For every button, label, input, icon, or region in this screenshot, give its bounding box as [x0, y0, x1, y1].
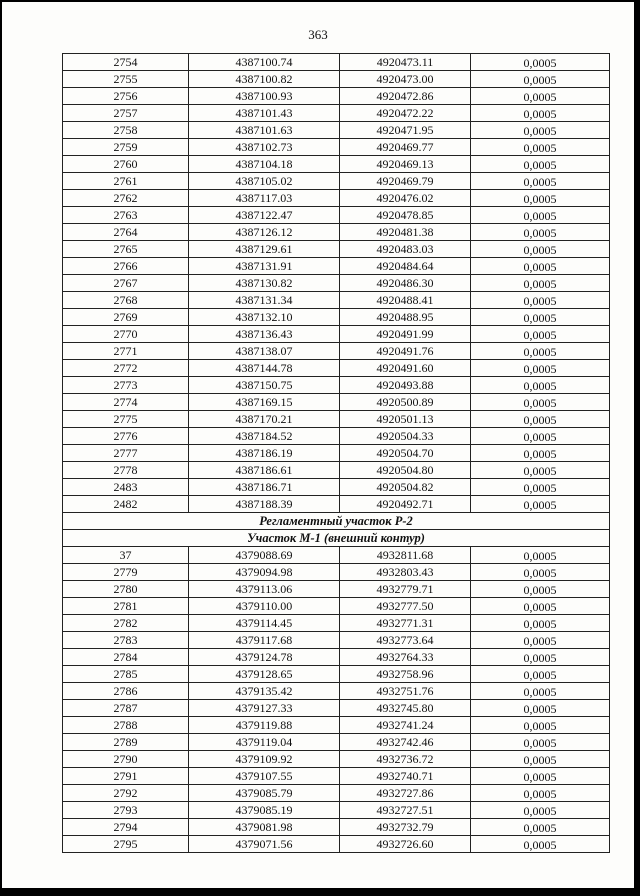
- table-row: [63, 394, 610, 411]
- x-coordinate-cell: 4379109.92: [189, 751, 340, 768]
- table-row: [63, 275, 610, 292]
- table-row: [63, 496, 610, 513]
- table-row: [63, 71, 610, 88]
- x-coordinate-cell: 4379114.45: [189, 615, 340, 632]
- x-coordinate-cell: 4387129.61: [189, 241, 340, 258]
- accuracy-cell: 0,0005: [471, 292, 610, 309]
- table-row: [63, 258, 610, 275]
- x-coordinate-cell: 4379088.69: [189, 547, 340, 564]
- table-row: [63, 326, 610, 343]
- accuracy-cell: 0,0005: [471, 360, 610, 377]
- y-coordinate-cell: 4932740.71: [340, 768, 471, 785]
- point-number-cell: 2786: [63, 683, 189, 700]
- point-number-cell: 2794: [63, 819, 189, 836]
- x-coordinate-cell: 4387122.47: [189, 207, 340, 224]
- table-row: [63, 241, 610, 258]
- x-coordinate-cell: 4387117.03: [189, 190, 340, 207]
- accuracy-cell: 0,0005: [471, 802, 610, 819]
- table-row: [63, 343, 610, 360]
- point-number-cell: 2772: [63, 360, 189, 377]
- x-coordinate-cell: 4379085.79: [189, 785, 340, 802]
- point-number-cell: 2759: [63, 139, 189, 156]
- accuracy-cell: 0,0005: [471, 105, 610, 122]
- accuracy-cell: 0,0005: [471, 547, 610, 564]
- table-row: [63, 360, 610, 377]
- point-number-cell: 2766: [63, 258, 189, 275]
- table-row: [63, 700, 610, 717]
- point-number-cell: 2783: [63, 632, 189, 649]
- x-coordinate-cell: 4387144.78: [189, 360, 340, 377]
- accuracy-cell: 0,0005: [471, 462, 610, 479]
- accuracy-cell: 0,0005: [471, 343, 610, 360]
- table-row: [63, 547, 610, 564]
- x-coordinate-cell: 4387186.71: [189, 479, 340, 496]
- accuracy-cell: 0,0005: [471, 717, 610, 734]
- point-number-cell: 2791: [63, 768, 189, 785]
- x-coordinate-cell: 4379124.78: [189, 649, 340, 666]
- x-coordinate-cell: 4387132.10: [189, 309, 340, 326]
- x-coordinate-cell: 4387188.39: [189, 496, 340, 513]
- table-row: [63, 411, 610, 428]
- y-coordinate-cell: 4932751.76: [340, 683, 471, 700]
- accuracy-cell: 0,0005: [471, 411, 610, 428]
- y-coordinate-cell: 4920492.71: [340, 496, 471, 513]
- y-coordinate-cell: 4920486.30: [340, 275, 471, 292]
- table-row: [63, 54, 610, 71]
- x-coordinate-cell: 4387130.82: [189, 275, 340, 292]
- accuracy-cell: 0,0005: [471, 275, 610, 292]
- table-row: [63, 802, 610, 819]
- table-row: [63, 377, 610, 394]
- y-coordinate-cell: 4920476.02: [340, 190, 471, 207]
- accuracy-cell: 0,0005: [471, 649, 610, 666]
- y-coordinate-cell: 4920491.76: [340, 343, 471, 360]
- point-number-cell: 2782: [63, 615, 189, 632]
- point-number-cell: 2762: [63, 190, 189, 207]
- coordinates-table: [62, 53, 610, 853]
- x-coordinate-cell: 4387131.91: [189, 258, 340, 275]
- point-number-cell: 2790: [63, 751, 189, 768]
- x-coordinate-cell: 4379071.56: [189, 836, 340, 853]
- y-coordinate-cell: 4920469.77: [340, 139, 471, 156]
- accuracy-cell: 0,0005: [471, 615, 610, 632]
- accuracy-cell: 0,0005: [471, 428, 610, 445]
- accuracy-cell: 0,0005: [471, 156, 610, 173]
- accuracy-cell: 0,0005: [471, 326, 610, 343]
- y-coordinate-cell: 4932736.72: [340, 751, 471, 768]
- table-row: [63, 819, 610, 836]
- point-number-cell: 2761: [63, 173, 189, 190]
- y-coordinate-cell: 4932758.96: [340, 666, 471, 683]
- point-number-cell: 2763: [63, 207, 189, 224]
- y-coordinate-cell: 4920483.03: [340, 241, 471, 258]
- accuracy-cell: 0,0005: [471, 445, 610, 462]
- point-number-cell: 2769: [63, 309, 189, 326]
- point-number-cell: 2777: [63, 445, 189, 462]
- table-row: [63, 683, 610, 700]
- x-coordinate-cell: 4379135.42: [189, 683, 340, 700]
- point-number-cell: 2771: [63, 343, 189, 360]
- table-row: [63, 734, 610, 751]
- x-coordinate-cell: 4379117.68: [189, 632, 340, 649]
- table-row: [63, 122, 610, 139]
- table-row: [63, 105, 610, 122]
- table-row: [63, 207, 610, 224]
- point-number-cell: 2780: [63, 581, 189, 598]
- table-row: [63, 428, 610, 445]
- accuracy-cell: 0,0005: [471, 836, 610, 853]
- accuracy-cell: 0,0005: [471, 785, 610, 802]
- y-coordinate-cell: 4920500.89: [340, 394, 471, 411]
- x-coordinate-cell: 4379094.98: [189, 564, 340, 581]
- accuracy-cell: 0,0005: [471, 54, 610, 71]
- point-number-cell: 2755: [63, 71, 189, 88]
- x-coordinate-cell: 4379128.65: [189, 666, 340, 683]
- table-row: [63, 479, 610, 496]
- section-heading-row: [63, 513, 610, 530]
- y-coordinate-cell: 4932771.31: [340, 615, 471, 632]
- table-row: [63, 785, 610, 802]
- table-section-headings: [63, 513, 610, 547]
- y-coordinate-cell: 4920501.13: [340, 411, 471, 428]
- y-coordinate-cell: 4932726.60: [340, 836, 471, 853]
- table-row: [63, 615, 610, 632]
- point-number-cell: 2778: [63, 462, 189, 479]
- accuracy-cell: 0,0005: [471, 768, 610, 785]
- point-number-cell: 2784: [63, 649, 189, 666]
- y-coordinate-cell: 4932727.51: [340, 802, 471, 819]
- table-row: [63, 768, 610, 785]
- y-coordinate-cell: 4932777.50: [340, 598, 471, 615]
- point-number-cell: 2764: [63, 224, 189, 241]
- table-row: [63, 88, 610, 105]
- y-coordinate-cell: 4920491.99: [340, 326, 471, 343]
- x-coordinate-cell: 4379085.19: [189, 802, 340, 819]
- point-number-cell: 2754: [63, 54, 189, 71]
- x-coordinate-cell: 4387170.21: [189, 411, 340, 428]
- x-coordinate-cell: 4387102.73: [189, 139, 340, 156]
- accuracy-cell: 0,0005: [471, 564, 610, 581]
- x-coordinate-cell: 4387184.52: [189, 428, 340, 445]
- table-row: [63, 190, 610, 207]
- y-coordinate-cell: 4920493.88: [340, 377, 471, 394]
- x-coordinate-cell: 4387186.19: [189, 445, 340, 462]
- point-number-cell: 2770: [63, 326, 189, 343]
- y-coordinate-cell: 4920481.38: [340, 224, 471, 241]
- y-coordinate-cell: 4920488.41: [340, 292, 471, 309]
- y-coordinate-cell: 4932741.24: [340, 717, 471, 734]
- accuracy-cell: 0,0005: [471, 377, 610, 394]
- accuracy-cell: 0,0005: [471, 598, 610, 615]
- accuracy-cell: 0,0005: [471, 309, 610, 326]
- point-number-cell: 2756: [63, 88, 189, 105]
- table-row: [63, 751, 610, 768]
- point-number-cell: 2765: [63, 241, 189, 258]
- y-coordinate-cell: 4932811.68: [340, 547, 471, 564]
- accuracy-cell: 0,0005: [471, 258, 610, 275]
- x-coordinate-cell: 4387100.74: [189, 54, 340, 71]
- accuracy-cell: 0,0005: [471, 224, 610, 241]
- y-coordinate-cell: 4932742.46: [340, 734, 471, 751]
- accuracy-cell: 0,0005: [471, 632, 610, 649]
- y-coordinate-cell: 4920488.95: [340, 309, 471, 326]
- accuracy-cell: 0,0005: [471, 819, 610, 836]
- table-row: [63, 445, 610, 462]
- x-coordinate-cell: 4379107.55: [189, 768, 340, 785]
- point-number-cell: 2785: [63, 666, 189, 683]
- x-coordinate-cell: 4387101.63: [189, 122, 340, 139]
- y-coordinate-cell: 4920478.85: [340, 207, 471, 224]
- y-coordinate-cell: 4920504.33: [340, 428, 471, 445]
- table-row: [63, 462, 610, 479]
- y-coordinate-cell: 4920491.60: [340, 360, 471, 377]
- x-coordinate-cell: 4387150.75: [189, 377, 340, 394]
- accuracy-cell: 0,0005: [471, 122, 610, 139]
- table-row: [63, 717, 610, 734]
- table-row: [63, 598, 610, 615]
- y-coordinate-cell: 4920484.64: [340, 258, 471, 275]
- point-number-cell: 2768: [63, 292, 189, 309]
- y-coordinate-cell: 4920472.86: [340, 88, 471, 105]
- x-coordinate-cell: 4387104.18: [189, 156, 340, 173]
- accuracy-cell: 0,0005: [471, 88, 610, 105]
- y-coordinate-cell: 4920471.95: [340, 122, 471, 139]
- point-number-cell: 2757: [63, 105, 189, 122]
- y-coordinate-cell: 4920469.79: [340, 173, 471, 190]
- table-row: [63, 224, 610, 241]
- accuracy-cell: 0,0005: [471, 241, 610, 258]
- x-coordinate-cell: 4387186.61: [189, 462, 340, 479]
- accuracy-cell: 0,0005: [471, 479, 610, 496]
- point-number-cell: 2788: [63, 717, 189, 734]
- table-row: [63, 292, 610, 309]
- x-coordinate-cell: 4379119.04: [189, 734, 340, 751]
- y-coordinate-cell: 4920472.22: [340, 105, 471, 122]
- point-number-cell: 2789: [63, 734, 189, 751]
- table-row: [63, 173, 610, 190]
- table-body-upper: [63, 54, 610, 513]
- x-coordinate-cell: 4387100.82: [189, 71, 340, 88]
- table-row: [63, 139, 610, 156]
- table-row: [63, 156, 610, 173]
- y-coordinate-cell: 4920469.13: [340, 156, 471, 173]
- accuracy-cell: 0,0005: [471, 207, 610, 224]
- accuracy-cell: 0,0005: [471, 700, 610, 717]
- accuracy-cell: 0,0005: [471, 190, 610, 207]
- point-number-cell: 2793: [63, 802, 189, 819]
- accuracy-cell: 0,0005: [471, 734, 610, 751]
- point-number-cell: 2758: [63, 122, 189, 139]
- point-number-cell: 2775: [63, 411, 189, 428]
- x-coordinate-cell: 4379119.88: [189, 717, 340, 734]
- y-coordinate-cell: 4932773.64: [340, 632, 471, 649]
- y-coordinate-cell: 4932779.71: [340, 581, 471, 598]
- y-coordinate-cell: 4932745.80: [340, 700, 471, 717]
- table-row: [63, 632, 610, 649]
- y-coordinate-cell: 4920473.11: [340, 54, 471, 71]
- point-number-cell: 2774: [63, 394, 189, 411]
- point-number-cell: 2773: [63, 377, 189, 394]
- table-row: [63, 581, 610, 598]
- x-coordinate-cell: 4387169.15: [189, 394, 340, 411]
- x-coordinate-cell: 4387138.07: [189, 343, 340, 360]
- y-coordinate-cell: 4932727.86: [340, 785, 471, 802]
- subsection-title: Участок М-1 (внешний контур): [63, 530, 610, 547]
- x-coordinate-cell: 4379113.06: [189, 581, 340, 598]
- y-coordinate-cell: 4920473.00: [340, 71, 471, 88]
- y-coordinate-cell: 4932732.79: [340, 819, 471, 836]
- document-page: [2, 2, 634, 888]
- point-number-cell: 2795: [63, 836, 189, 853]
- accuracy-cell: 0,0005: [471, 173, 610, 190]
- point-number-cell: 2792: [63, 785, 189, 802]
- x-coordinate-cell: 4387105.02: [189, 173, 340, 190]
- accuracy-cell: 0,0005: [471, 666, 610, 683]
- subsection-heading-row: [63, 530, 610, 547]
- y-coordinate-cell: 4920504.70: [340, 445, 471, 462]
- y-coordinate-cell: 4932803.43: [340, 564, 471, 581]
- table-body-lower: [63, 547, 610, 853]
- table-row: [63, 836, 610, 853]
- accuracy-cell: 0,0005: [471, 139, 610, 156]
- x-coordinate-cell: 4387131.34: [189, 292, 340, 309]
- accuracy-cell: 0,0005: [471, 71, 610, 88]
- accuracy-cell: 0,0005: [471, 683, 610, 700]
- accuracy-cell: 0,0005: [471, 496, 610, 513]
- point-number-cell: 2781: [63, 598, 189, 615]
- table-row: [63, 309, 610, 326]
- x-coordinate-cell: 4379110.00: [189, 598, 340, 615]
- x-coordinate-cell: 4379127.33: [189, 700, 340, 717]
- table-row: [63, 666, 610, 683]
- point-number-cell: 2776: [63, 428, 189, 445]
- point-number-cell: 2779: [63, 564, 189, 581]
- y-coordinate-cell: 4920504.80: [340, 462, 471, 479]
- point-number-cell: 2787: [63, 700, 189, 717]
- point-number-cell: 37: [63, 547, 189, 564]
- x-coordinate-cell: 4379081.98: [189, 819, 340, 836]
- point-number-cell: 2483: [63, 479, 189, 496]
- x-coordinate-cell: 4387136.43: [189, 326, 340, 343]
- y-coordinate-cell: 4920504.82: [340, 479, 471, 496]
- point-number-cell: 2482: [63, 496, 189, 513]
- x-coordinate-cell: 4387100.93: [189, 88, 340, 105]
- table-row: [63, 649, 610, 666]
- accuracy-cell: 0,0005: [471, 394, 610, 411]
- accuracy-cell: 0,0005: [471, 751, 610, 768]
- page-number: 363: [308, 27, 328, 42]
- point-number-cell: 2760: [63, 156, 189, 173]
- table-row: [63, 564, 610, 581]
- accuracy-cell: 0,0005: [471, 581, 610, 598]
- section-title: Регламентный участок Р-2: [63, 513, 610, 530]
- point-number-cell: 2767: [63, 275, 189, 292]
- x-coordinate-cell: 4387126.12: [189, 224, 340, 241]
- x-coordinate-cell: 4387101.43: [189, 105, 340, 122]
- y-coordinate-cell: 4932764.33: [340, 649, 471, 666]
